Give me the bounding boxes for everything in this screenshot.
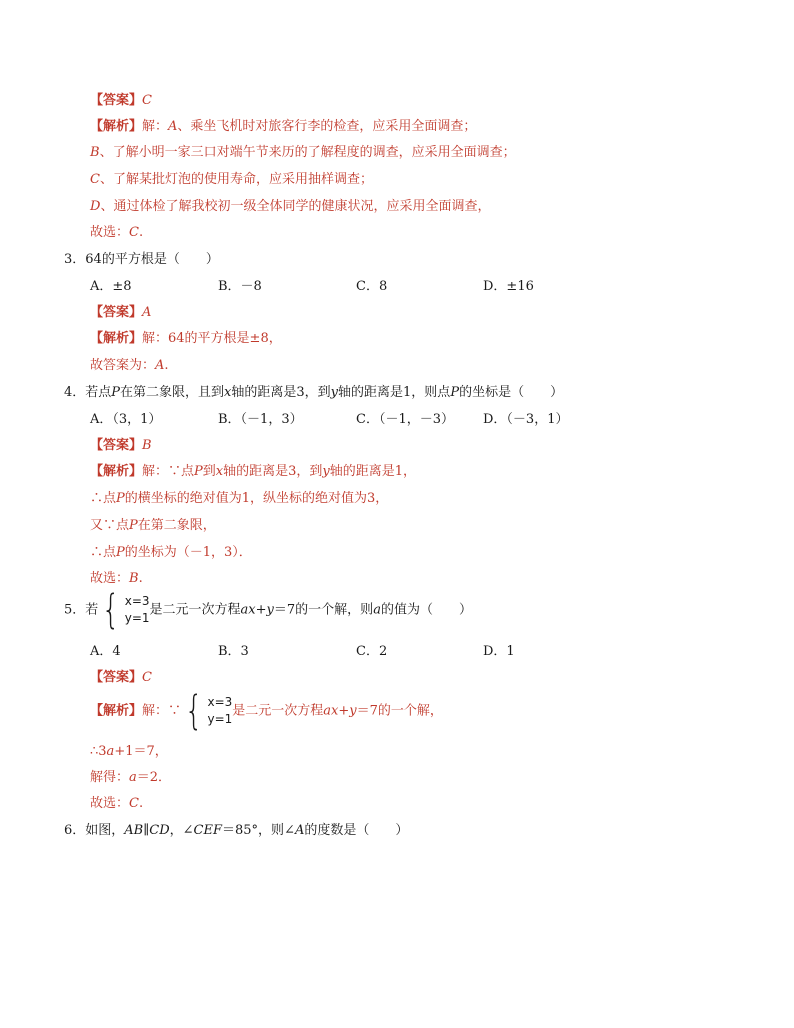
answer-value: A (142, 305, 152, 320)
text: 故选： (90, 225, 130, 240)
text: ，∠ (169, 823, 194, 838)
text: 的坐标是（ ） (459, 385, 564, 400)
q2-analysis-line-5 (90, 224, 143, 242)
q2-analysis-line-1 (90, 118, 476, 136)
q3-analysis-line-1 (90, 330, 282, 348)
text: 的度数是（ ） (304, 823, 409, 838)
text: . (138, 796, 144, 811)
text: 是二元一次方程 (149, 602, 241, 618)
text: P (194, 464, 203, 479)
text: y (322, 464, 330, 479)
q4-option-c: C．（－1，－3） (356, 412, 454, 427)
q4-analysis-line-2 (90, 490, 388, 508)
text: B (129, 571, 139, 586)
q5-analysis-line-3 (90, 769, 171, 787)
text: P (116, 545, 125, 560)
text: ＝85°，则∠ (222, 823, 295, 838)
text: C (90, 172, 100, 187)
text: 故答案为： (90, 358, 156, 373)
text: ∴3 (90, 744, 107, 759)
text: 5．若 (64, 602, 99, 618)
text: 6．如图， (64, 823, 125, 838)
text: CD (149, 823, 170, 838)
text: 又∵点 (90, 518, 130, 533)
text: ∴点 (90, 545, 117, 560)
text: 4．若点 (64, 385, 112, 400)
q4-analysis-line-4 (90, 544, 252, 562)
answer-value: B (142, 438, 152, 453)
q4-option-d: D．（－3，1） (483, 412, 569, 427)
text: y (349, 703, 357, 719)
text: ax (323, 703, 339, 719)
text: 是二元一次方程 (232, 703, 324, 719)
q3-option-b: B．－8 (218, 279, 262, 294)
text: 故选： (90, 796, 130, 811)
q4-answer-line (90, 437, 152, 455)
q4-stem (64, 384, 563, 402)
text: 轴的距离是1， (329, 464, 417, 479)
text: ∴点 (90, 491, 117, 506)
text: . (164, 358, 169, 373)
equation-system (181, 688, 233, 734)
q2-answer-line (90, 92, 152, 110)
q3-option-a: A．±8 (90, 279, 132, 294)
q2-analysis-line-4 (90, 198, 490, 216)
q4-option-b: B．（－1，3） (218, 412, 303, 427)
text: a (373, 602, 381, 618)
q5-analysis-line-1 (90, 688, 443, 734)
analysis-label: 【解析】 (90, 464, 143, 479)
q6-stem (64, 822, 408, 840)
text: 在第二象限，且到 (120, 385, 225, 400)
brace-icon: { (184, 688, 203, 734)
q5-stem (64, 587, 472, 633)
answer-value: C (142, 670, 152, 685)
answer-label: 【答案】 (90, 305, 143, 320)
analysis-label: 【解析】 (90, 331, 143, 346)
q5-analysis-line-2 (90, 743, 168, 761)
text: y (330, 385, 339, 400)
q5-answer-line (90, 669, 152, 687)
text: A (294, 823, 305, 838)
text: 、了解小明一家三口对端午节来历的了解程度的调查，应采用全面调查； (99, 145, 516, 160)
q4-analysis-line-5 (90, 570, 143, 588)
text: 在第二象限， (137, 518, 216, 533)
text: y (266, 602, 274, 618)
q5-option-a: A．4 (90, 644, 121, 659)
text: 解：∵点 (142, 464, 195, 479)
q3-answer-line (90, 304, 151, 322)
q4-analysis-line-3 (90, 517, 216, 535)
q3-option-d: D．±16 (483, 279, 534, 294)
analysis-label: 【解析】 (90, 703, 143, 719)
text: x (215, 464, 224, 479)
text: a (106, 744, 115, 759)
text: ax (240, 602, 256, 618)
text: D (90, 199, 101, 214)
text: 解：64的平方根是±8， (142, 331, 282, 346)
text: C (129, 225, 139, 240)
text: 轴的距离是3，到 (231, 385, 331, 400)
q5-analysis-line-4 (90, 795, 143, 813)
text: 、了解某批灯泡的使用寿命，应采用抽样调查； (99, 172, 373, 187)
text: x (224, 385, 232, 400)
q5-option-b: B．3 (218, 644, 249, 659)
text: 解得： (90, 770, 130, 785)
q3-option-c: C．8 (356, 279, 388, 294)
text: 的横坐标的绝对值为1，纵坐标的绝对值为3， (124, 491, 389, 506)
text: 的值为（ ） (380, 602, 472, 618)
text: 轴的距离是1，则点 (338, 385, 451, 400)
q3-stem: 3．64的平方根是（ ） (64, 252, 219, 267)
equation-x: x=3 (124, 594, 150, 608)
equation-x: x=3 (207, 695, 233, 709)
text: + (255, 602, 267, 618)
q3-analysis-line-2 (90, 357, 169, 375)
q5-option-d: D．1 (483, 644, 515, 659)
text: 解： (142, 119, 169, 134)
text: ＝7的一个解，则 (273, 602, 374, 618)
text: +1＝7， (114, 744, 168, 759)
text: A (168, 119, 178, 134)
text: P (116, 491, 125, 506)
text: P (111, 385, 121, 400)
text: A (155, 358, 165, 373)
answer-label: 【答案】 (90, 438, 143, 453)
text: B (90, 145, 100, 160)
analysis-label: 【解析】 (90, 119, 143, 134)
text: P (129, 518, 138, 533)
text: C (129, 796, 139, 811)
equation-system (98, 587, 150, 633)
q2-analysis-line-2 (90, 144, 516, 162)
q2-analysis-line-3 (90, 171, 373, 189)
text: . (138, 571, 143, 586)
text: P (450, 385, 460, 400)
text: CEF (193, 823, 222, 838)
brace-icon: { (102, 587, 120, 633)
q4-analysis-line-1 (90, 463, 416, 481)
text: 解：∵ (142, 703, 182, 719)
text: 、通过体检了解我校初一级全体同学的健康状况，应采用全面调查， (100, 199, 491, 214)
text: 轴的距离是3，到 (223, 464, 323, 479)
q5-option-c: C．2 (356, 644, 388, 659)
text: 故选： (90, 571, 130, 586)
text: + (338, 703, 350, 719)
answer-label: 【答案】 (90, 670, 143, 685)
equation-y: y=1 (207, 712, 233, 726)
q4-option-a: A．（3，1） (90, 412, 162, 427)
text: AB (124, 823, 144, 838)
text: ＝7的一个解， (356, 703, 443, 719)
answer-value: C (142, 93, 152, 108)
text: ∥ (143, 823, 150, 838)
text: . (138, 225, 144, 240)
text: a (129, 770, 137, 785)
text: 、乘坐飞机时对旅客行李的检查，应采用全面调查； (177, 119, 477, 134)
text: ＝2． (136, 770, 172, 785)
text: 到 (202, 464, 216, 479)
equation-y: y=1 (124, 611, 150, 625)
text: 的坐标为（－1，3）． (124, 545, 252, 560)
answer-label: 【答案】 (90, 93, 143, 108)
